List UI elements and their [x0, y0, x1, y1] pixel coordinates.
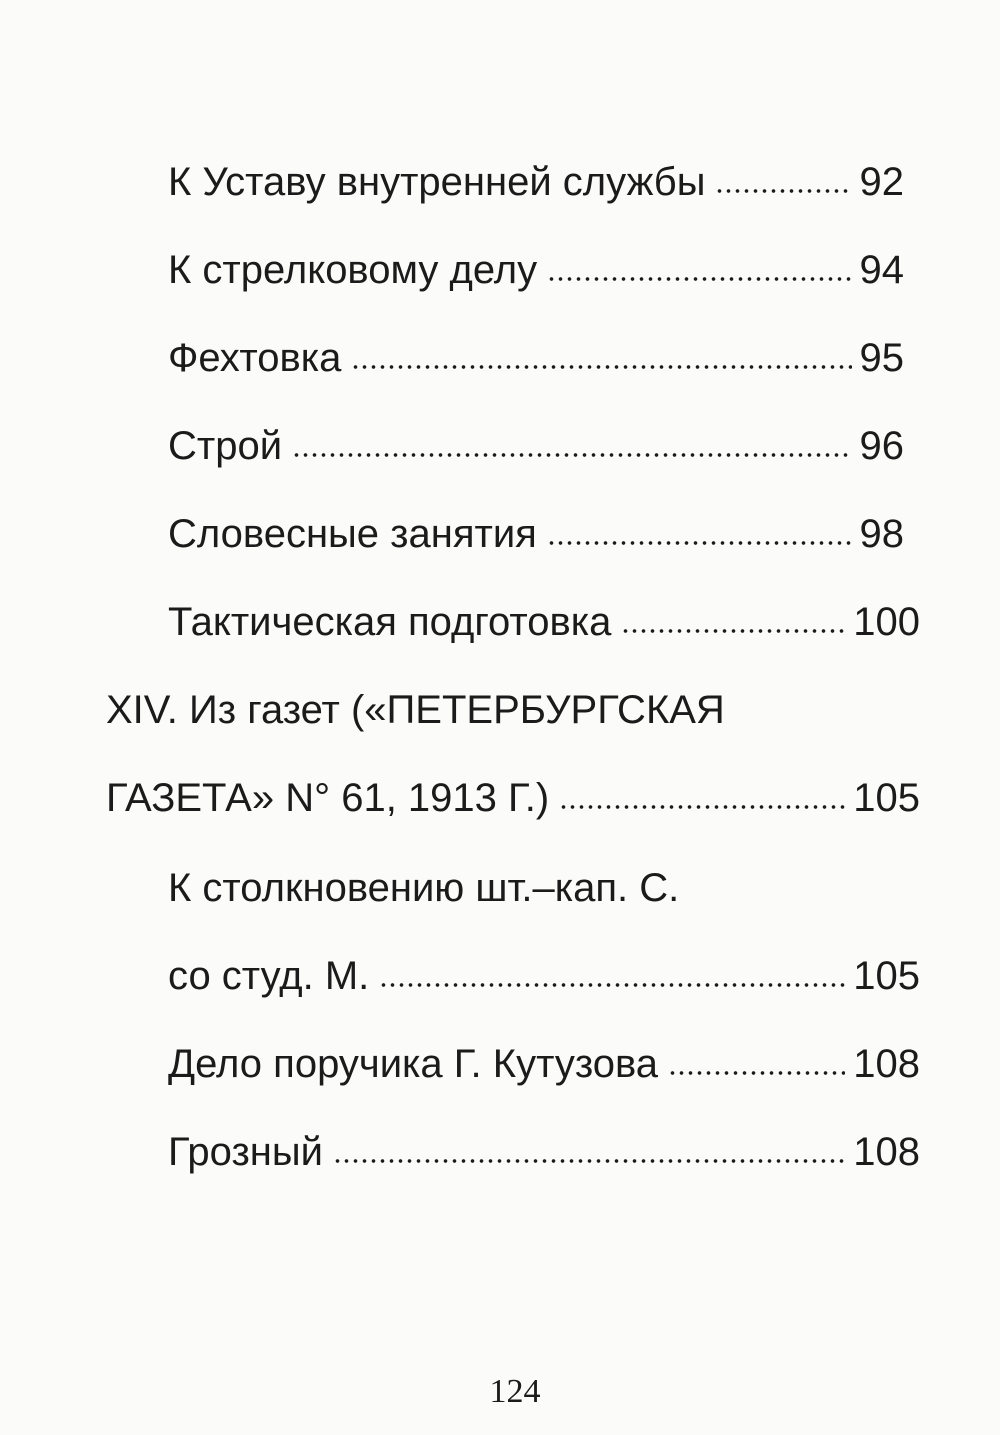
toc-entry-page: 100 — [853, 600, 920, 644]
toc-entry-page: 105 — [853, 776, 920, 820]
toc-entry-page: 108 — [853, 1130, 920, 1174]
dot-leader — [621, 626, 845, 636]
toc-entry-page: 98 — [859, 512, 904, 556]
toc-entry-title: Фехтовка — [168, 336, 342, 380]
dot-leader — [292, 450, 851, 460]
toc-entry — [168, 586, 920, 646]
toc-section-title: XIV. Из газет («ПЕТЕРБУРГСКАЯ — [106, 688, 725, 732]
toc-entry-page: 105 — [853, 954, 920, 998]
toc-entry — [168, 1116, 920, 1176]
toc-entry-page: 108 — [853, 1042, 920, 1086]
toc-entry-title: К Уставу внутренней службы — [168, 160, 706, 204]
toc-entry-page: 95 — [859, 336, 904, 380]
toc-entry — [168, 940, 920, 1000]
toc-entry-title: Строй — [168, 424, 283, 468]
toc-entry — [106, 762, 920, 822]
toc-entry — [168, 146, 904, 206]
dot-leader — [547, 538, 852, 548]
dot-leader — [547, 274, 851, 284]
toc-entry-title: со студ. М. — [168, 954, 370, 998]
toc-entry-page: 92 — [859, 160, 904, 204]
toc-entry — [168, 410, 904, 470]
toc-entry-title: К столкновению шт.–кап. С. — [168, 866, 680, 910]
toc-entry-title: Тактическая подготовка — [168, 600, 612, 644]
toc-entry — [168, 1028, 920, 1088]
toc-entry-title: Грозный — [168, 1130, 323, 1174]
dot-leader — [333, 1156, 845, 1166]
dot-leader — [668, 1068, 845, 1078]
toc-entry-line — [168, 852, 920, 912]
toc-entry-title: ГАЗЕТА» N° 61, 1913 Г.) — [106, 776, 550, 820]
dot-leader — [715, 186, 851, 196]
toc-entry — [168, 322, 904, 382]
toc-entry-title: Дело поручика Г. Кутузова — [168, 1042, 659, 1086]
dot-leader — [559, 802, 845, 812]
dot-leader — [379, 980, 845, 990]
toc-entry-title: Словесные занятия — [168, 512, 537, 556]
toc-entry-page: 94 — [859, 248, 904, 292]
toc-entry-title: К стрелковому делу — [168, 248, 538, 292]
page-number: 124 — [489, 1373, 541, 1410]
toc-entry — [168, 234, 904, 294]
dot-leader — [351, 362, 851, 372]
toc-entry-page: 96 — [859, 424, 904, 468]
toc-section-heading — [106, 674, 920, 734]
toc-entry — [168, 498, 904, 558]
